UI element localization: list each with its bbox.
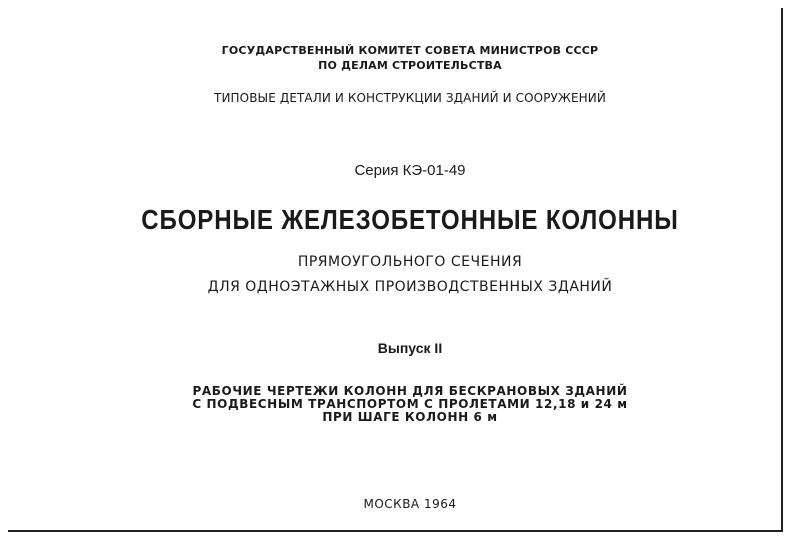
subtitle-line-1: ПРЯМОУГОЛЬНОГО СЕЧЕНИЯ [297, 254, 523, 270]
organization-line-2: ПО ДЕЛАМ СТРОИТЕЛЬСТВА [318, 59, 502, 72]
series-number: Серия КЭ-01-49 [354, 162, 466, 179]
frame-border-bottom [8, 530, 783, 532]
collection-name: ТИПОВЫЕ ДЕТАЛИ И КОНСТРУКЦИИ ЗДАНИЙ И СООРУЖЕНИЙ [214, 91, 606, 105]
description-line-2: С ПОДВЕСНЫМ ТРАНСПОРТОМ С ПРОЛЕТАМИ 12,18 и 24 м [192, 397, 628, 411]
issue-number: Выпуск II [377, 340, 443, 356]
description-line-1: РАБОЧИЕ ЧЕРТЕЖИ КОЛОНН ДЛЯ БЕСКРАНОВЫХ ЗДАНИЙ [192, 384, 628, 398]
organization-line-1: ГОСУДАРСТВЕННЫЙ КОМИТЕТ СОВЕТА МИНИСТРОВ СССР [221, 44, 599, 57]
document-title: СБОРНЫЕ ЖЕЛЕЗОБЕТОННЫЕ КОЛОННЫ [141, 204, 679, 235]
frame-border-right [781, 8, 783, 530]
subtitle-line-2: ДЛЯ ОДНОЭТАЖНЫХ ПРОИЗВОДСТВЕННЫХ ЗДАНИЙ [207, 279, 613, 295]
description-line-3: ПРИ ШАГЕ КОЛОНН 6 м [322, 410, 498, 424]
imprint-city-year: МОСКВА 1964 [363, 497, 457, 511]
